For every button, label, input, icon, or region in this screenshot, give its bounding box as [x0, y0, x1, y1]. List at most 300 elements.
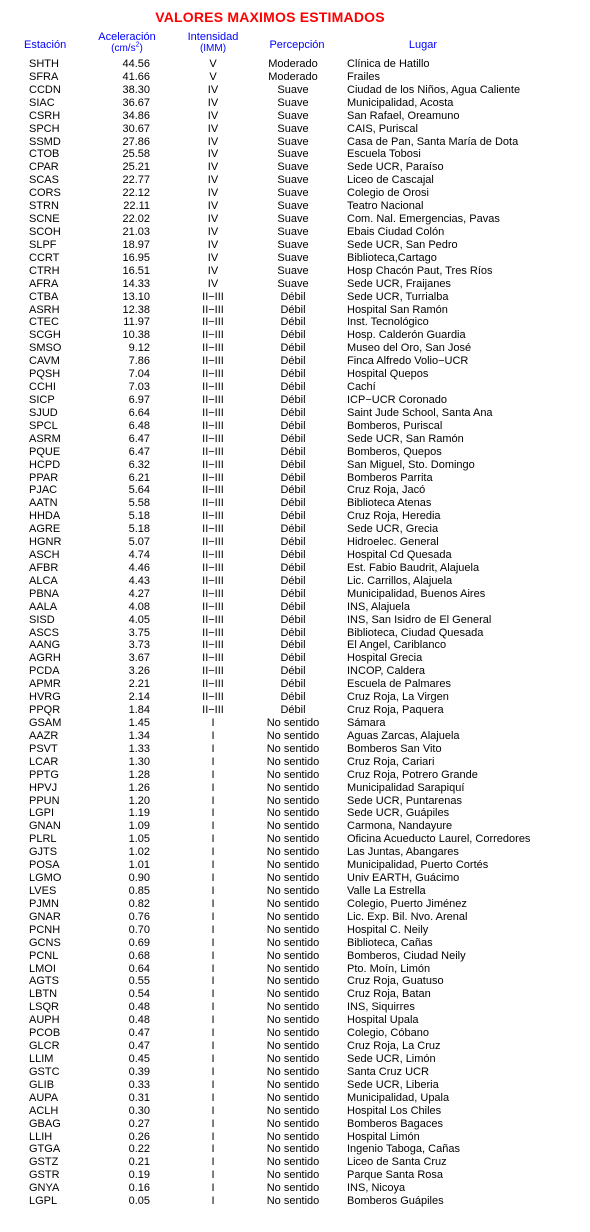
- acceleration-value: 22.02: [122, 213, 150, 226]
- perception-value: Débil: [280, 432, 306, 445]
- station-code: GSTC: [29, 1065, 60, 1078]
- place-value: Biblioteca,Cartago: [347, 251, 437, 264]
- place-value: Est. Fabio Baudrit, Alajuela: [347, 561, 480, 574]
- place-value: Sámara: [347, 717, 386, 730]
- table-row: [0, 84, 590, 97]
- acceleration-value: 1.33: [128, 742, 150, 755]
- table-row: [0, 652, 590, 665]
- intensity-value: I: [211, 755, 215, 768]
- perception-value: No sentido: [266, 846, 320, 859]
- table-row: [0, 97, 590, 110]
- intensity-value: IV: [207, 200, 219, 213]
- station-code: CORS: [29, 187, 61, 200]
- station-code: SMSO: [29, 342, 62, 355]
- perception-value: No sentido: [266, 820, 320, 833]
- header-intensity: [178, 32, 248, 54]
- station-code: GJTS: [29, 846, 58, 859]
- acceleration-value: 5.07: [128, 536, 150, 549]
- station-code: HGNR: [29, 536, 62, 549]
- perception-value: Suave: [277, 148, 309, 161]
- perception-value: Débil: [280, 574, 306, 587]
- perception-value: No sentido: [266, 1091, 320, 1104]
- acceleration-value: 25.21: [122, 161, 150, 174]
- table-row: [0, 110, 590, 123]
- perception-value: Suave: [277, 122, 309, 135]
- intensity-value: I: [211, 781, 215, 794]
- table-row: [0, 743, 590, 756]
- table-row: [0, 213, 590, 226]
- intensity-value: IV: [207, 122, 219, 135]
- intensity-value: II−III: [202, 678, 224, 691]
- acceleration-value: 0.22: [128, 1143, 150, 1156]
- intensity-value: IV: [207, 187, 219, 200]
- place-value: Sede UCR, Puntarenas: [347, 794, 462, 807]
- place-value: Sede UCR, San Pedro: [347, 238, 458, 251]
- acceleration-value: 0.69: [128, 936, 150, 949]
- station-code: SIAC: [29, 96, 55, 109]
- acceleration-value: 1.26: [128, 781, 150, 794]
- place-value: Cruz Roja, Paquera: [347, 704, 444, 717]
- station-code: LSQR: [29, 1001, 59, 1014]
- acceleration-value: 0.19: [128, 1169, 150, 1182]
- table-row: [0, 226, 590, 239]
- intensity-value: I: [211, 1001, 215, 1014]
- intensity-value: I: [211, 807, 215, 820]
- place-value: San Rafael, Oreamuno: [347, 109, 460, 122]
- acceleration-value: 27.86: [122, 135, 150, 148]
- intensity-value: I: [211, 923, 215, 936]
- place-value: Ingenio Taboga, Cañas: [347, 1143, 460, 1156]
- place-value: Santa Cruz UCR: [347, 1065, 429, 1078]
- place-value: Finca Alfredo Volio−UCR: [347, 355, 469, 368]
- station-code: PCNH: [29, 923, 61, 936]
- perception-value: No sentido: [266, 1078, 320, 1091]
- place-value: Casa de Pan, Santa María de Dota: [347, 135, 519, 148]
- table-row: [0, 407, 590, 420]
- table-row: [0, 536, 590, 549]
- acceleration-value: 1.05: [128, 833, 150, 846]
- perception-value: Débil: [280, 290, 306, 303]
- table-row: [0, 975, 590, 988]
- acceleration-value: 34.86: [122, 109, 150, 122]
- station-code: SJUD: [29, 406, 58, 419]
- place-value: Las Juntas, Abangares: [347, 846, 459, 859]
- acceleration-value: 1.09: [128, 820, 150, 833]
- perception-value: Débil: [280, 342, 306, 355]
- station-code: AFBR: [29, 561, 59, 574]
- intensity-value: II−III: [202, 316, 224, 329]
- table-row: [0, 704, 590, 717]
- intensity-value: I: [211, 1091, 215, 1104]
- station-code: SCNE: [29, 213, 60, 226]
- station-code: HCPD: [29, 458, 61, 471]
- station-code: CTEC: [29, 316, 59, 329]
- perception-value: No sentido: [266, 1117, 320, 1130]
- perception-value: Débil: [280, 704, 306, 717]
- intensity-value: IV: [207, 251, 219, 264]
- perception-value: Débil: [280, 691, 306, 704]
- intensity-value: II−III: [202, 510, 224, 523]
- table-row: [0, 1156, 590, 1169]
- acceleration-value: 0.16: [128, 1182, 150, 1195]
- intensity-value: I: [211, 794, 215, 807]
- place-value: Bomberos, Puriscal: [347, 419, 443, 432]
- place-value: Escuela de Palmares: [347, 678, 451, 691]
- intensity-value: II−III: [202, 574, 224, 587]
- intensity-value: I: [211, 1169, 215, 1182]
- station-code: SLPF: [29, 238, 57, 251]
- acceleration-value: 6.48: [128, 419, 150, 432]
- place-value: Escuela Tobosi: [347, 148, 421, 161]
- acceleration-value: 5.18: [128, 523, 150, 536]
- table-row: [0, 820, 590, 833]
- station-code: AUPH: [29, 1014, 60, 1027]
- acceleration-value: 10.38: [122, 329, 150, 342]
- table-row: [0, 394, 590, 407]
- table-row: [0, 665, 590, 678]
- station-code: CPAR: [29, 161, 59, 174]
- perception-value: No sentido: [266, 885, 320, 897]
- station-code: AATN: [29, 497, 58, 510]
- intensity-value: IV: [207, 277, 219, 290]
- intensity-value: II−III: [202, 290, 224, 303]
- acceleration-value: 0.47: [128, 1040, 150, 1053]
- intensity-value: IV: [207, 264, 219, 277]
- place-value: Hospital C. Neily: [347, 923, 429, 936]
- acceleration-value: 0.45: [128, 1052, 150, 1065]
- perception-value: Débil: [280, 613, 306, 626]
- perception-value: Débil: [280, 381, 306, 394]
- acceleration-value: 0.21: [128, 1156, 150, 1169]
- table-row: [0, 988, 590, 1001]
- place-value: Oficina Acueducto Laurel, Corredores: [347, 833, 531, 846]
- perception-value: No sentido: [266, 1156, 320, 1169]
- intensity-value: II−III: [202, 549, 224, 562]
- acceleration-value: 7.04: [128, 368, 150, 381]
- place-value: INCOP, Caldera: [347, 665, 426, 678]
- perception-value: Suave: [277, 238, 309, 251]
- intensity-value: II−III: [202, 600, 224, 613]
- station-code: CCDN: [29, 83, 61, 96]
- intensity-value: IV: [207, 135, 219, 148]
- place-value: Museo del Oro, San José: [347, 342, 472, 355]
- place-value: Bomberos San Vito: [347, 742, 442, 755]
- place-value: Aguas Zarcas, Alajuela: [347, 729, 460, 742]
- place-value: Cruz Roja, Cariari: [347, 755, 435, 768]
- acceleration-value: 1.01: [128, 859, 150, 872]
- acceleration-value: 0.68: [128, 949, 150, 962]
- page-title: VALORES MAXIMOS ESTIMADOS: [155, 9, 385, 25]
- perception-value: Débil: [280, 587, 306, 600]
- station-code: GNAR: [29, 910, 61, 923]
- station-code: PBNA: [29, 587, 59, 600]
- place-value: Hospital Limón: [347, 1130, 420, 1143]
- table-row: [0, 769, 590, 782]
- place-value: Biblioteca, Ciudad Quesada: [347, 626, 484, 639]
- place-value: Pto. Moín, Limón: [347, 962, 431, 975]
- station-code: AAZR: [29, 729, 59, 742]
- perception-value: No sentido: [266, 949, 320, 962]
- perception-value: No sentido: [266, 872, 320, 885]
- acceleration-value: 0.48: [128, 1001, 150, 1014]
- station-code: SFRA: [29, 70, 59, 83]
- station-code: LVES: [29, 885, 57, 897]
- place-value: INS, Alajuela: [347, 600, 410, 613]
- intensity-value: I: [211, 1065, 215, 1078]
- intensity-value: I: [211, 1052, 215, 1065]
- place-value: Municipalidad, Buenos Aires: [347, 587, 486, 600]
- acceleration-value: 38.30: [122, 83, 150, 96]
- station-code: SPCH: [29, 122, 60, 135]
- intensity-value: II−III: [202, 368, 224, 381]
- intensity-value: II−III: [202, 587, 224, 600]
- station-code: HHDA: [29, 510, 61, 523]
- intensity-value: II−III: [202, 665, 224, 678]
- intensity-value: I: [211, 833, 215, 846]
- table-row: [0, 627, 590, 640]
- station-code: PQUE: [29, 445, 61, 458]
- place-value: Cruz Roja, Jacó: [347, 484, 426, 497]
- perception-value: Débil: [280, 652, 306, 665]
- acceleration-value: 1.45: [128, 717, 150, 730]
- perception-value: Débil: [280, 471, 306, 484]
- intensity-value: II−III: [202, 471, 224, 484]
- place-value: Sede UCR, Liberia: [347, 1078, 439, 1091]
- intensity-value: II−III: [202, 303, 224, 316]
- header-perception: Percepción: [269, 39, 325, 51]
- place-value: INS, San Isidro de El General: [347, 613, 492, 626]
- acceleration-value: 5.58: [128, 497, 150, 510]
- station-code: PPQR: [29, 704, 61, 717]
- station-code: PLRL: [29, 833, 57, 846]
- table-row: [0, 433, 590, 446]
- perception-value: No sentido: [266, 717, 320, 730]
- place-value: Bomberos Guápiles: [347, 1195, 444, 1208]
- intensity-value: I: [211, 859, 215, 872]
- place-value: Hospital Los Chiles: [347, 1104, 442, 1117]
- station-code: ASCH: [29, 549, 60, 562]
- place-value: Cruz Roja, Heredia: [347, 510, 441, 523]
- intensity-value: IV: [207, 238, 219, 251]
- perception-value: Suave: [277, 174, 309, 187]
- intensity-value: V: [209, 58, 217, 70]
- acceleration-value: 6.32: [128, 458, 150, 471]
- table-row: [0, 459, 590, 472]
- table-row: [0, 355, 590, 368]
- station-code: GCNS: [29, 936, 61, 949]
- acceleration-value: 18.97: [122, 238, 150, 251]
- table-row: [0, 859, 590, 872]
- intensity-value: IV: [207, 148, 219, 161]
- perception-value: No sentido: [266, 1143, 320, 1156]
- perception-value: Débil: [280, 510, 306, 523]
- intensity-value: II−III: [202, 626, 224, 639]
- acceleration-value: 0.70: [128, 923, 150, 936]
- intensity-value: I: [211, 1104, 215, 1117]
- acceleration-value: 0.33: [128, 1078, 150, 1091]
- perception-value: Suave: [277, 264, 309, 277]
- place-value: Municipalidad, Upala: [347, 1091, 450, 1104]
- table-row: [0, 329, 590, 342]
- acceleration-value: 7.03: [128, 381, 150, 394]
- table-row: [0, 898, 590, 911]
- table-row: [0, 678, 590, 691]
- table-row: [0, 148, 590, 161]
- station-code: GNAN: [29, 820, 61, 833]
- acceleration-value: 12.38: [122, 303, 150, 316]
- acceleration-value: 3.73: [128, 639, 150, 652]
- intensity-value: II−III: [202, 458, 224, 471]
- station-code: GSTR: [29, 1169, 60, 1182]
- acceleration-value: 16.51: [122, 264, 150, 277]
- place-value: Biblioteca Atenas: [347, 497, 432, 510]
- station-code: CCHI: [29, 381, 56, 394]
- table-row: [0, 1143, 590, 1156]
- station-code: ALCA: [29, 574, 58, 587]
- station-code: ASCS: [29, 626, 59, 639]
- perception-value: Suave: [277, 187, 309, 200]
- station-code: LMOI: [29, 962, 56, 975]
- place-value: INS, Nicoya: [347, 1182, 406, 1195]
- perception-value: No sentido: [266, 1052, 320, 1065]
- perception-value: No sentido: [266, 936, 320, 949]
- intensity-value: I: [211, 820, 215, 833]
- perception-value: Débil: [280, 626, 306, 639]
- place-value: Cruz Roja, Potrero Grande: [347, 768, 478, 781]
- station-code: AUPA: [29, 1091, 59, 1104]
- intensity-value: II−III: [202, 652, 224, 665]
- place-value: El Angel, Cariblanco: [347, 639, 447, 652]
- perception-value: Débil: [280, 523, 306, 536]
- table-row: [0, 342, 590, 355]
- place-value: Sede UCR, Limón: [347, 1052, 436, 1065]
- place-value: Valle La Estrella: [347, 885, 426, 897]
- place-value: Sede UCR, Fraijanes: [347, 277, 451, 290]
- place-value: CAIS, Puriscal: [347, 122, 418, 135]
- intensity-value: II−III: [202, 393, 224, 406]
- perception-value: Débil: [280, 549, 306, 562]
- intensity-value: I: [211, 872, 215, 885]
- table-row: [0, 252, 590, 265]
- station-code: AANG: [29, 639, 61, 652]
- station-code: ASRH: [29, 303, 60, 316]
- intensity-value: II−III: [202, 484, 224, 497]
- place-value: Hospital Upala: [347, 1014, 419, 1027]
- perception-value: No sentido: [266, 729, 320, 742]
- acceleration-value: 4.46: [128, 561, 150, 574]
- intensity-value: II−III: [202, 381, 224, 394]
- acceleration-value: 36.67: [122, 96, 150, 109]
- perception-value: No sentido: [266, 923, 320, 936]
- intensity-value: II−III: [202, 419, 224, 432]
- header-acceleration-label: Aceleración: [98, 31, 156, 43]
- perception-value: No sentido: [266, 1040, 320, 1053]
- table-row: [0, 278, 590, 291]
- table-row: [0, 1182, 590, 1195]
- table-row: [0, 911, 590, 924]
- acceleration-value: 13.10: [122, 290, 150, 303]
- acceleration-value: 0.31: [128, 1091, 150, 1104]
- perception-value: No sentido: [266, 755, 320, 768]
- station-code: LLIM: [29, 1052, 54, 1065]
- station-code: PPAR: [29, 471, 59, 484]
- perception-value: Suave: [277, 277, 309, 290]
- table-row: [0, 368, 590, 381]
- table-row: [0, 1195, 590, 1208]
- intensity-value: IV: [207, 225, 219, 238]
- place-value: Lic. Exp. Bil. Nvo. Arenal: [347, 910, 468, 923]
- perception-value: No sentido: [266, 794, 320, 807]
- intensity-value: II−III: [202, 329, 224, 342]
- table-row: [0, 756, 590, 769]
- perception-value: No sentido: [266, 1182, 320, 1195]
- perception-value: Suave: [277, 213, 309, 226]
- station-code: PCDA: [29, 665, 60, 678]
- header-acceleration: [88, 32, 166, 54]
- place-value: Com. Nal. Emergencias, Pavas: [347, 213, 500, 226]
- table-row: [0, 484, 590, 497]
- station-code: PCOB: [29, 1027, 61, 1040]
- place-value: Frailes: [347, 70, 381, 83]
- acceleration-value: 4.05: [128, 613, 150, 626]
- intensity-value: II−III: [202, 445, 224, 458]
- place-value: Hospital Cd Quesada: [347, 549, 452, 562]
- place-value: Cruz Roja, Guatuso: [347, 975, 444, 988]
- perception-value: No sentido: [266, 1104, 320, 1117]
- perception-value: No sentido: [266, 859, 320, 872]
- table-row: [0, 950, 590, 963]
- perception-value: No sentido: [266, 962, 320, 975]
- perception-value: Débil: [280, 484, 306, 497]
- perception-value: Débil: [280, 393, 306, 406]
- acceleration-value: 5.18: [128, 510, 150, 523]
- table-row: [0, 575, 590, 588]
- place-value: Clínica de Hatillo: [347, 58, 430, 70]
- acceleration-value: 25.58: [122, 148, 150, 161]
- acceleration-value: 11.97: [123, 316, 150, 329]
- intensity-value: I: [211, 1014, 215, 1027]
- acceleration-value: 6.21: [128, 471, 150, 484]
- station-code: SCGH: [29, 329, 61, 342]
- place-value: Hospital Grecia: [347, 652, 423, 665]
- acceleration-value: 6.47: [128, 445, 150, 458]
- perception-value: Débil: [280, 303, 306, 316]
- place-value: Hosp. Calderón Guardia: [347, 329, 466, 342]
- table-row: [0, 807, 590, 820]
- perception-value: Débil: [280, 600, 306, 613]
- acceleration-value: 0.90: [128, 872, 150, 885]
- station-code: AGTS: [29, 975, 59, 988]
- perception-value: No sentido: [266, 807, 320, 820]
- table-row: [0, 523, 590, 536]
- station-code: CTBA: [29, 290, 59, 303]
- acceleration-value: 1.20: [128, 794, 150, 807]
- station-code: CSRH: [29, 109, 61, 122]
- intensity-value: IV: [207, 109, 219, 122]
- intensity-value: II−III: [202, 704, 224, 717]
- intensity-value: I: [211, 962, 215, 975]
- station-code: PPTG: [29, 768, 59, 781]
- data-table: [0, 58, 590, 1208]
- station-code: LLIH: [29, 1130, 53, 1143]
- station-code: GTGA: [29, 1143, 61, 1156]
- intensity-value: I: [211, 729, 215, 742]
- perception-value: No sentido: [266, 988, 320, 1001]
- intensity-value: I: [211, 768, 215, 781]
- perception-value: Débil: [280, 419, 306, 432]
- perception-value: Débil: [280, 316, 306, 329]
- table-row: [0, 562, 590, 575]
